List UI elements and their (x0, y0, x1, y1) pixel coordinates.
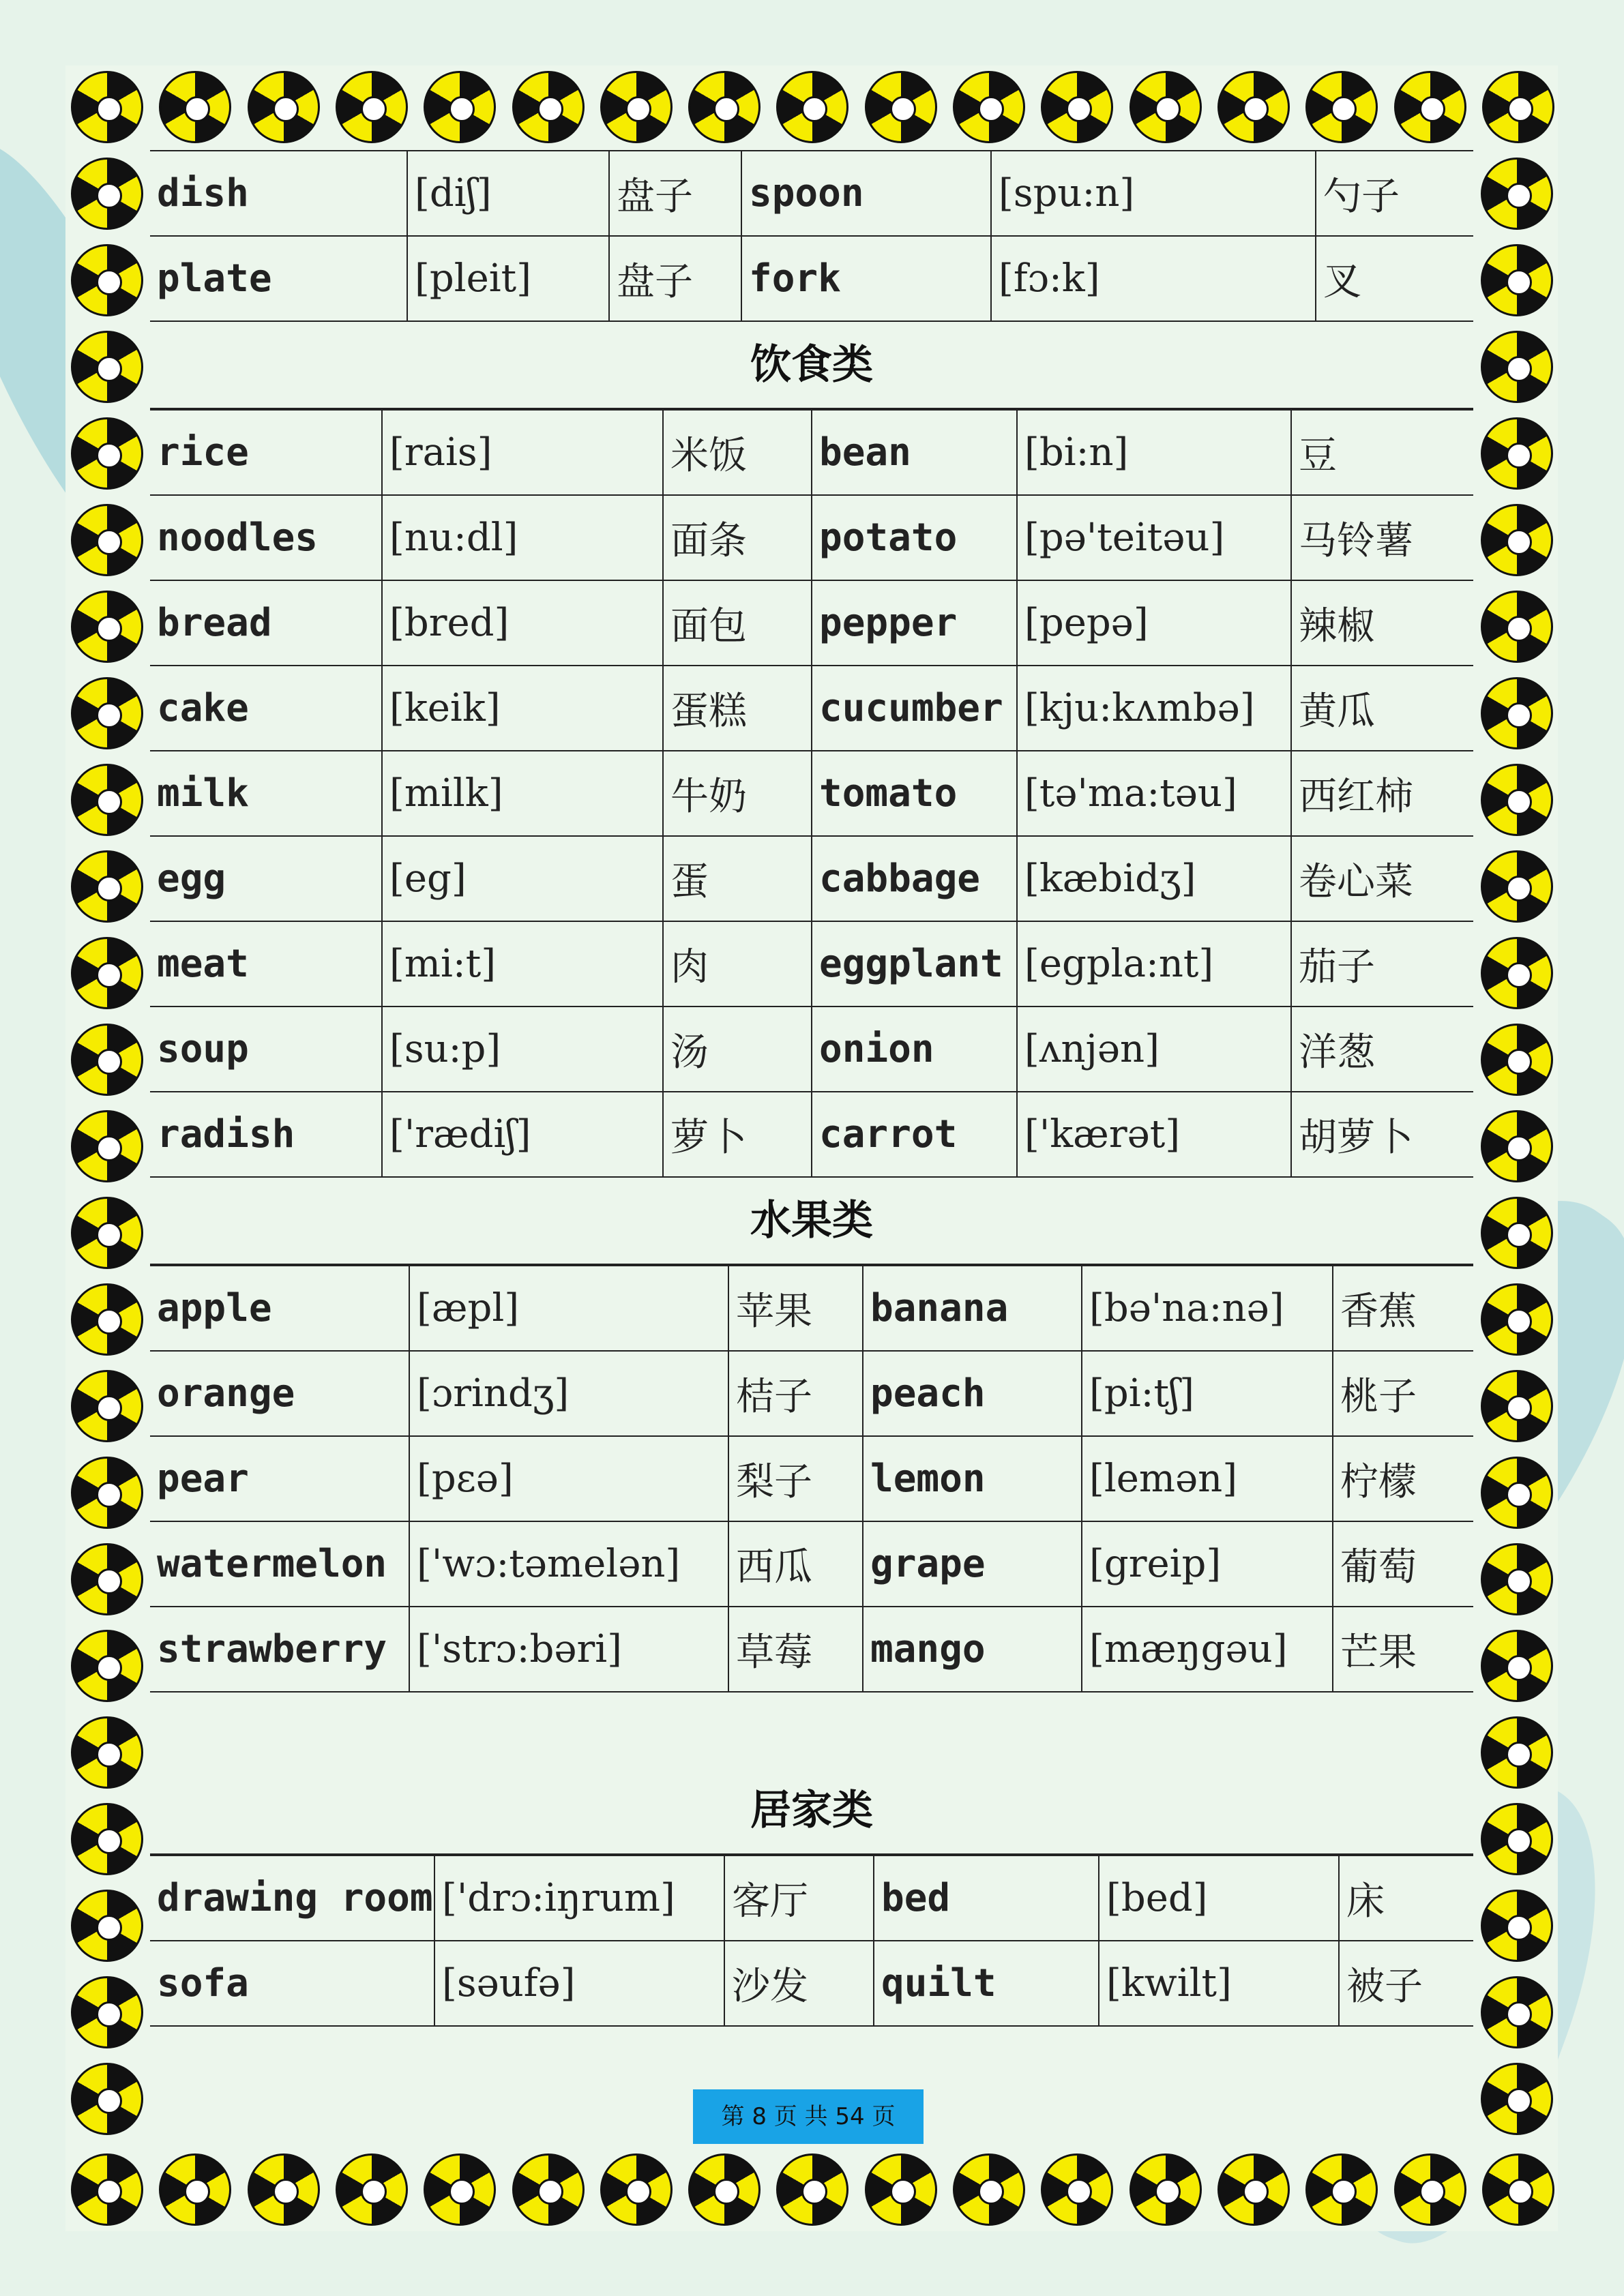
border-badge-icon (1481, 1283, 1553, 1356)
word-english: quilt (874, 1941, 1099, 2026)
word-chinese: 柠檬 (1333, 1436, 1473, 1521)
border-badge-icon (159, 2153, 231, 2226)
word-phonetic: [eg] (382, 836, 663, 921)
border-badge-icon (71, 850, 143, 923)
table-row (150, 495, 1473, 580)
border-badge-icon (1217, 71, 1290, 143)
word-chinese: 茄子 (1291, 921, 1473, 1007)
word-phonetic: [bed] (1099, 1855, 1339, 1941)
table-row (150, 921, 1473, 1007)
word-chinese: 沙发 (724, 1941, 874, 2026)
word-phonetic: ['wɔ:təmelən] (409, 1521, 728, 1607)
table-row (150, 666, 1473, 751)
word-english: carrot (812, 1092, 1017, 1177)
border-badge-icon (71, 331, 143, 403)
border-badge-icon (71, 504, 143, 576)
border-badge-icon (159, 71, 231, 143)
word-phonetic: [mi:t] (382, 921, 663, 1007)
word-chinese: 面条 (663, 495, 812, 580)
word-english: sofa (150, 1941, 434, 2026)
word-phonetic: [pɛə] (409, 1436, 728, 1521)
border-badge-icon (71, 417, 143, 490)
word-chinese: 苹果 (728, 1266, 863, 1351)
border-badge-icon (71, 1890, 143, 1962)
border-badge-icon (1481, 158, 1553, 230)
border-badge-icon (1394, 71, 1466, 143)
border-badge-icon (248, 2153, 320, 2226)
border-badge-icon (1481, 850, 1553, 923)
border-badge-icon (688, 71, 761, 143)
word-phonetic: [rais] (382, 410, 663, 495)
border-badge-icon (1041, 71, 1113, 143)
word-phonetic: [kæbidʒ] (1017, 836, 1291, 921)
page-number-footer: 第 8 页 共 54 页 (693, 2089, 924, 2144)
word-chinese: 被子 (1339, 1941, 1473, 2026)
border-badge-icon (71, 1803, 143, 1875)
table-home (150, 1855, 1473, 2027)
word-chinese: 盘子 (609, 151, 741, 236)
table-row (150, 1266, 1473, 1351)
border-badge-icon (1481, 1543, 1553, 1615)
border-badge-icon (1481, 937, 1553, 1009)
word-phonetic: [æpl] (409, 1266, 728, 1351)
word-chinese: 客厅 (724, 1855, 874, 1941)
border-badge-icon (71, 1630, 143, 1702)
table-row (150, 580, 1473, 666)
word-chinese: 盘子 (609, 236, 741, 321)
border-badge-icon (336, 71, 408, 143)
border-badge-icon (71, 1543, 143, 1615)
word-chinese: 桔子 (728, 1351, 863, 1436)
border-badge-icon (71, 158, 143, 230)
border-badge-icon (1305, 2153, 1378, 2226)
word-phonetic: [kju:kʌmbə] (1017, 666, 1291, 751)
word-chinese: 肉 (663, 921, 812, 1007)
border-badge-icon (71, 2153, 143, 2226)
border-badge-icon (1481, 1890, 1553, 1962)
table-row (150, 236, 1473, 321)
word-english: watermelon (150, 1521, 409, 1607)
word-english: apple (150, 1266, 409, 1351)
border-badge-icon (953, 2153, 1025, 2226)
border-badge-icon (336, 2153, 408, 2226)
table-row (150, 410, 1473, 495)
border-badge-icon (1041, 2153, 1113, 2226)
border-badge-icon (71, 764, 143, 836)
table-fruit (150, 1265, 1473, 1693)
border-badge-icon (1481, 244, 1553, 316)
word-english: orange (150, 1351, 409, 1436)
word-phonetic: [bə'na:nə] (1082, 1266, 1333, 1351)
border-badge-icon (71, 1110, 143, 1182)
word-english: bread (150, 580, 382, 666)
section-title-home: 居家类 (150, 1768, 1473, 1855)
border-badge-icon (1481, 331, 1553, 403)
table-row (150, 1941, 1473, 2026)
word-chinese: 辣椒 (1291, 580, 1473, 666)
word-phonetic: [nu:dl] (382, 495, 663, 580)
word-phonetic: ['strɔ:bəri] (409, 1607, 728, 1692)
word-phonetic: [bred] (382, 580, 663, 666)
word-chinese: 黄瓜 (1291, 666, 1473, 751)
border-badge-icon (600, 2153, 673, 2226)
word-english: radish (150, 1092, 382, 1177)
border-badge-icon (1481, 417, 1553, 490)
table-utensils (150, 150, 1473, 322)
word-chinese: 蛋糕 (663, 666, 812, 751)
border-badge-icon (1481, 2063, 1553, 2135)
border-badge-icon (600, 71, 673, 143)
word-english: pepper (812, 580, 1017, 666)
border-badge-icon (71, 1370, 143, 1442)
word-english: potato (812, 495, 1017, 580)
word-chinese: 床 (1339, 1855, 1473, 1941)
border-badge-icon (953, 71, 1025, 143)
word-phonetic: [diʃ] (407, 151, 609, 236)
border-badge-icon (1481, 1630, 1553, 1702)
border-badge-icon (865, 71, 937, 143)
word-chinese: 牛奶 (663, 751, 812, 836)
word-chinese: 米饭 (663, 410, 812, 495)
border-badge-icon (71, 1197, 143, 1269)
word-phonetic: [bi:n] (1017, 410, 1291, 495)
word-phonetic: ['rædiʃ] (382, 1092, 663, 1177)
word-english: lemon (863, 1436, 1082, 1521)
word-phonetic: [pepə] (1017, 580, 1291, 666)
border-badge-icon (71, 1716, 143, 1789)
border-badge-icon (71, 1024, 143, 1096)
table-food (150, 409, 1473, 1178)
vocabulary-content (150, 150, 1473, 2027)
word-english: bed (874, 1855, 1099, 1941)
border-badge-icon (1481, 1110, 1553, 1182)
section-title-food: 饮食类 (150, 322, 1473, 409)
border-badge-icon (248, 71, 320, 143)
border-badge-icon (1481, 591, 1553, 663)
word-phonetic: [kwilt] (1099, 1941, 1339, 2026)
border-badge-icon (1482, 71, 1554, 143)
border-badge-icon (1481, 1976, 1553, 2048)
border-badge-icon (1481, 1803, 1553, 1875)
word-english: mango (863, 1607, 1082, 1692)
border-badge-icon (1481, 764, 1553, 836)
border-badge-icon (1481, 1716, 1553, 1789)
word-english: noodles (150, 495, 382, 580)
border-badge-icon (424, 2153, 496, 2226)
border-badge-icon (71, 1283, 143, 1356)
word-english: tomato (812, 751, 1017, 836)
word-phonetic: [fɔ:k] (991, 236, 1316, 321)
word-chinese: 西瓜 (728, 1521, 863, 1607)
word-english: peach (863, 1351, 1082, 1436)
table-row (150, 1351, 1473, 1436)
word-chinese: 西红柿 (1291, 751, 1473, 836)
table-row (150, 1007, 1473, 1092)
word-phonetic: ['drɔ:iŋrum] (434, 1855, 724, 1941)
word-chinese: 豆 (1291, 410, 1473, 495)
word-phonetic: [səufə] (434, 1941, 724, 2026)
word-english: milk (150, 751, 382, 836)
border-badge-icon (71, 591, 143, 663)
border-badge-icon (1481, 1457, 1553, 1529)
word-chinese: 香蕉 (1333, 1266, 1473, 1351)
border-badge-icon (1482, 2153, 1554, 2226)
word-phonetic: [milk] (382, 751, 663, 836)
border-badge-icon (1481, 504, 1553, 576)
border-badge-icon (71, 244, 143, 316)
border-badge-icon (1130, 2153, 1202, 2226)
word-english: soup (150, 1007, 382, 1092)
border-badge-icon (776, 71, 848, 143)
border-badge-icon (71, 677, 143, 749)
word-phonetic: [pi:tʃ] (1082, 1351, 1333, 1436)
word-english: fork (741, 236, 991, 321)
word-english: grape (863, 1521, 1082, 1607)
word-chinese: 蛋 (663, 836, 812, 921)
word-chinese: 草莓 (728, 1607, 863, 1692)
word-phonetic: [ʌnjən] (1017, 1007, 1291, 1092)
border-badge-icon (1481, 1197, 1553, 1269)
border-badge-icon (71, 2063, 143, 2135)
word-english: spoon (741, 151, 991, 236)
word-chinese: 马铃薯 (1291, 495, 1473, 580)
word-phonetic: [keik] (382, 666, 663, 751)
word-chinese: 桃子 (1333, 1351, 1473, 1436)
word-phonetic: [spu:n] (991, 151, 1316, 236)
border-badge-icon (1481, 1024, 1553, 1096)
word-phonetic: ['kærət] (1017, 1092, 1291, 1177)
word-phonetic: [su:p] (382, 1007, 663, 1092)
word-phonetic: [ɔrindʒ] (409, 1351, 728, 1436)
table-row (150, 1436, 1473, 1521)
word-chinese: 洋葱 (1291, 1007, 1473, 1092)
section-title-fruit: 水果类 (150, 1178, 1473, 1265)
table-row (150, 1607, 1473, 1692)
word-chinese: 面包 (663, 580, 812, 666)
word-chinese: 梨子 (728, 1436, 863, 1521)
word-phonetic: [pleit] (407, 236, 609, 321)
border-badge-icon (1481, 1370, 1553, 1442)
word-phonetic: [lemən] (1082, 1436, 1333, 1521)
word-english: cabbage (812, 836, 1017, 921)
word-english: cucumber (812, 666, 1017, 751)
word-phonetic: [tə'ma:təu] (1017, 751, 1291, 836)
border-badge-icon (688, 2153, 761, 2226)
word-chinese: 叉 (1316, 236, 1473, 321)
word-english: eggplant (812, 921, 1017, 1007)
table-row (150, 751, 1473, 836)
word-english: strawberry (150, 1607, 409, 1692)
word-english: pear (150, 1436, 409, 1521)
word-english: meat (150, 921, 382, 1007)
word-english: drawing room (150, 1855, 434, 1941)
word-phonetic: [mæŋgəu] (1082, 1607, 1333, 1692)
table-row (150, 1092, 1473, 1177)
word-phonetic: [egpla:nt] (1017, 921, 1291, 1007)
word-english: bean (812, 410, 1017, 495)
border-badge-icon (1481, 677, 1553, 749)
word-chinese: 汤 (663, 1007, 812, 1092)
word-english: plate (150, 236, 407, 321)
word-phonetic: [greip] (1082, 1521, 1333, 1607)
border-badge-icon (1217, 2153, 1290, 2226)
border-badge-icon (1305, 71, 1378, 143)
border-badge-icon (424, 71, 496, 143)
table-row (150, 1855, 1473, 1941)
word-chinese: 芒果 (1333, 1607, 1473, 1692)
table-row (150, 836, 1473, 921)
word-english: cake (150, 666, 382, 751)
word-chinese: 葡萄 (1333, 1521, 1473, 1607)
word-chinese: 萝卜 (663, 1092, 812, 1177)
border-badge-icon (71, 71, 143, 143)
spacer (150, 1693, 1473, 1768)
word-english: banana (863, 1266, 1082, 1351)
border-badge-icon (1394, 2153, 1466, 2226)
word-english: egg (150, 836, 382, 921)
word-english: rice (150, 410, 382, 495)
word-chinese: 勺子 (1316, 151, 1473, 236)
table-row (150, 1521, 1473, 1607)
border-badge-icon (865, 2153, 937, 2226)
border-badge-icon (512, 2153, 585, 2226)
word-english: dish (150, 151, 407, 236)
word-chinese: 胡萝卜 (1291, 1092, 1473, 1177)
border-badge-icon (1130, 71, 1202, 143)
border-badge-icon (71, 1457, 143, 1529)
border-badge-icon (512, 71, 585, 143)
border-badge-icon (71, 1976, 143, 2048)
word-chinese: 卷心菜 (1291, 836, 1473, 921)
word-english: onion (812, 1007, 1017, 1092)
border-badge-icon (71, 937, 143, 1009)
table-row (150, 151, 1473, 236)
word-phonetic: [pə'teitəu] (1017, 495, 1291, 580)
border-badge-icon (776, 2153, 848, 2226)
